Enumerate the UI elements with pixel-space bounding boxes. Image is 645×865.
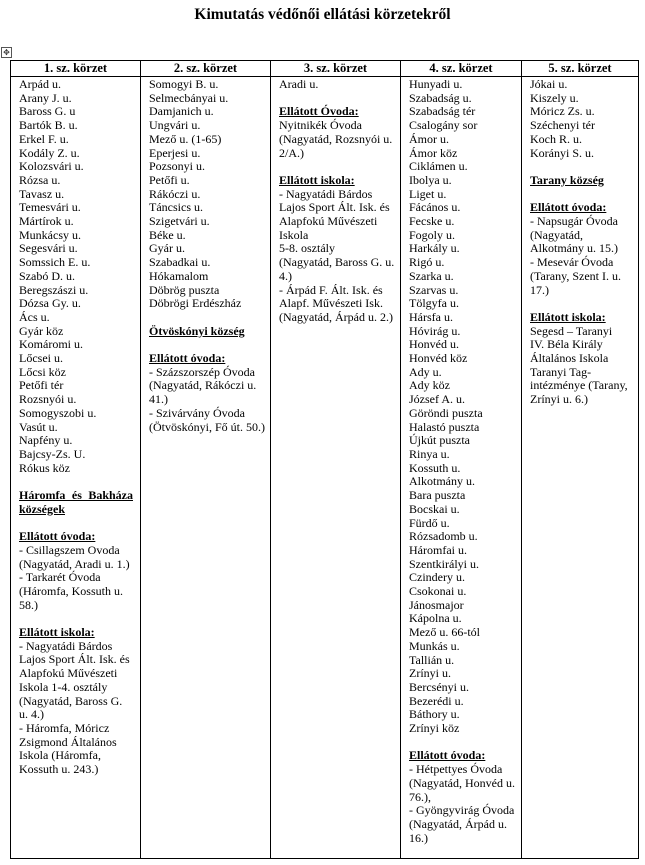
street-item: Fácános u. — [409, 200, 461, 215]
street-item: Segesvári u. — [19, 241, 78, 256]
spacer — [279, 160, 393, 174]
table-move-handle-icon[interactable]: ✥ — [1, 47, 12, 58]
school-line: - Árpád F. Ált. Isk. és — [279, 282, 383, 297]
street-item: Rókus köz — [19, 460, 70, 475]
school-line: Iskola — [279, 227, 309, 242]
street-item: Rozsnyói u. — [19, 392, 77, 407]
content-row — [11, 77, 639, 859]
street-item: Komáromi u. — [19, 337, 83, 352]
spacer — [409, 736, 514, 750]
street-item: Munkás u. — [409, 638, 460, 653]
street-item: Rózsa u. — [19, 172, 61, 187]
street-item: Dózsa Gy. u. — [19, 296, 81, 311]
kindergarten-line: (Tarany, Szent I. u. — [530, 268, 622, 283]
street-item: Liget u. — [409, 186, 447, 201]
street-item: Jókai u. — [530, 77, 568, 91]
street-item: Újkút puszta — [409, 433, 470, 448]
kindergarten-line: - Gyöngyvirág Óvoda — [409, 803, 515, 818]
street-item: Jánosmajor — [409, 597, 464, 612]
street-item: Alkotmány u. — [409, 474, 475, 489]
street-item: Csokonai u. — [409, 584, 467, 599]
district-3-header: 3. sz. körzet — [271, 61, 401, 77]
street-item: Gyár u. — [149, 241, 185, 256]
street-item: Hókamalom — [149, 268, 209, 283]
street-item: Döbrög puszta — [149, 282, 220, 297]
kindergarten-line: (Nagyatád, Rákóczi u. — [149, 378, 257, 393]
street-item: Tallián u. — [409, 652, 455, 667]
school-line: Zrínyi u. 6.) — [530, 392, 588, 407]
street-item: Halastó puszta — [409, 419, 480, 434]
districts-table — [10, 60, 639, 859]
street-item: Göröndi puszta — [409, 405, 483, 420]
kindergarten-line: (Nagyatád, Aradi u. 1.) — [19, 556, 130, 571]
street-item: Táncsics u. — [149, 200, 203, 215]
school-heading: Ellátott iskola: — [530, 309, 606, 324]
spacer — [19, 475, 133, 489]
district-2-cell — [141, 77, 271, 859]
street-item: Ámor köz — [409, 145, 458, 160]
street-item: Bara puszta — [409, 488, 466, 503]
kindergarten-line: 16.) — [409, 830, 428, 845]
document-title: Kimutatás védőnői ellátási körzetekről — [194, 6, 451, 23]
street-item: Fürdő u. — [409, 515, 450, 530]
kindergarten-line: (Ötvöskónyi, Fő út. 50.) — [149, 419, 266, 434]
street-item: Szentkirályi u. — [409, 556, 479, 571]
kindergarten-heading: Ellátott óvoda: — [19, 529, 96, 544]
street-item: Harkály u. — [409, 241, 460, 256]
street-item: Arany J. u. — [19, 90, 72, 105]
school-line: Zsigmond Általános — [19, 734, 117, 749]
street-item: Szigetvári u. — [149, 214, 210, 229]
street-item: Ámor u. — [409, 131, 449, 146]
district-5-cell — [522, 77, 639, 859]
street-item: Erkel F. u. — [19, 131, 69, 146]
street-item: Ady u. — [409, 364, 442, 379]
street-item: Czindery u. — [409, 570, 465, 585]
kindergarten-line: - Hétpettyes Óvoda — [409, 762, 503, 777]
street-item: Szarka u. — [409, 268, 454, 283]
street-item: Eperjesi u. — [149, 145, 201, 160]
kindergarten-line: 58.) — [19, 597, 38, 612]
school-line: 4.) — [279, 268, 292, 283]
street-item: Damjanich u. — [149, 104, 214, 119]
school-line: - Nagyatádi Bárdos — [279, 186, 373, 201]
school-line: Iskola 1-4. osztály — [19, 679, 108, 694]
street-item: Kiszely u. — [530, 90, 579, 105]
street-item: Fecske u. — [409, 214, 455, 229]
kindergarten-line: Alkotmány u. 15.) — [530, 241, 618, 256]
kindergarten-line: 2/A.) — [279, 145, 304, 160]
street-item: Vasút u. — [19, 419, 58, 434]
street-item: Petőfi u. — [149, 172, 190, 187]
street-item: Arpád u. — [19, 77, 61, 91]
street-item: Béke u. — [149, 227, 186, 242]
district-4-header: 4. sz. körzet — [401, 61, 522, 77]
school-line: - Háromfa, Móricz — [19, 721, 110, 735]
school-line: Taranyi Tag- — [530, 364, 592, 379]
street-item: Mező u. (1-65) — [149, 131, 222, 146]
street-item: Tölgyfa u. — [409, 296, 459, 311]
school-line: (Nagyatád, Baross G. u. — [279, 255, 395, 270]
street-item: Bocskai u. — [409, 501, 460, 516]
street-item: Ciklámen u. — [409, 159, 468, 174]
school-line: Segesd – Taranyi — [530, 323, 613, 338]
street-item: Csalogány sor — [409, 118, 478, 133]
kindergarten-line: 17.) — [530, 282, 549, 297]
street-item: Mártírok u. — [19, 214, 74, 229]
street-item: Napfény u. — [19, 433, 73, 448]
kindergarten-heading: Ellátott óvoda: — [409, 748, 486, 763]
school-line: IV. Béla Király — [530, 337, 603, 352]
district-1-header: 1. sz. körzet — [11, 61, 141, 77]
street-item: Szabadság tér — [409, 104, 476, 119]
street-item: Hunyadi u. — [409, 77, 463, 91]
street-item: Szabó D. u. — [19, 268, 75, 283]
kindergarten-line: - Csillagszem Ovoda — [19, 542, 120, 557]
street-item: Mező u. 66-tól — [409, 625, 480, 640]
kindergarten-line: - Tarkarét Óvoda — [19, 570, 101, 585]
street-item: Honvéd u. — [409, 337, 459, 352]
kindergarten-line: (Nagyatád, Honvéd u. — [409, 775, 515, 790]
kindergarten-line: - Mesevár Óvoda — [530, 255, 614, 270]
street-item: Háromfai u. — [409, 542, 467, 557]
street-item: Baross G. u — [19, 104, 76, 119]
school-line: (Nagyatád, Baross G. — [19, 693, 123, 708]
kindergarten-heading: Ellátott óvoda: — [149, 351, 226, 366]
district-3-cell — [271, 77, 401, 859]
street-item: Gyár köz — [19, 323, 64, 338]
district-5-header: 5. sz. körzet — [522, 61, 639, 77]
school-line: Alapf. Művészeti Isk. — [279, 296, 383, 311]
school-line: Általános Iskola — [530, 351, 609, 366]
street-item: Somssich E. u. — [19, 255, 91, 270]
district-2-header: 2. sz. körzet — [141, 61, 271, 77]
street-item: Petőfi tér — [19, 378, 64, 393]
street-item: Móricz Zs. u. — [530, 104, 595, 119]
district-4-cell — [401, 77, 522, 859]
street-item: Szabadkai u. — [149, 255, 211, 270]
school-line: u. 4.) — [19, 707, 44, 722]
school-line: - Nagyatádi Bárdos — [19, 638, 113, 653]
school-line: (Nagyatád, Árpád u. 2.) — [279, 309, 393, 324]
street-item: Lőcsi köz — [19, 364, 66, 379]
spacer — [19, 516, 133, 530]
kindergarten-line: (Nagyatád, Rozsnyói u. — [279, 131, 393, 146]
school-line: intézménye (Tarany, — [530, 378, 628, 393]
spacer — [149, 311, 263, 325]
street-item: Korányi S. u. — [530, 145, 594, 160]
street-item: Munkácsy u. — [19, 227, 81, 242]
spacer — [19, 612, 133, 626]
street-item: Zrínyi köz — [409, 721, 460, 736]
kindergarten-line: Nyitnikék Óvoda — [279, 118, 362, 133]
spacer — [530, 160, 631, 174]
street-item: Fogoly u. — [409, 227, 456, 242]
street-item: Bezerédi u. — [409, 693, 464, 708]
street-item: Ungvári u. — [149, 118, 201, 133]
street-item: József A. u. — [409, 392, 465, 407]
school-heading: Ellátott iskola: — [279, 172, 355, 187]
street-item: Bajcsy-Zs. U. — [19, 446, 86, 461]
street-item: Hóvirág u. — [409, 323, 461, 338]
street-item: Somogyi B. u. — [149, 77, 219, 91]
kindergarten-line: (Háromfa, Kossuth u. — [19, 583, 123, 598]
street-item: Hársfa u. — [409, 309, 453, 324]
street-item: Koch R. u. — [530, 131, 582, 146]
spacer — [149, 338, 263, 352]
street-item: Honvéd köz — [409, 351, 468, 366]
street-item: Báthory u. — [409, 707, 460, 722]
school-line: Alapfokú Művészeti — [279, 214, 378, 228]
kindergarten-line: 76.), — [409, 789, 431, 804]
street-item: Döbrögi Erdészház — [149, 296, 242, 311]
street-item: Kápolna u. — [409, 611, 462, 626]
street-item: Szabadság u. — [409, 90, 472, 105]
kindergarten-line: - Napsugár Óvoda — [530, 214, 618, 228]
street-item: Zrínyi u. — [409, 666, 451, 681]
village-heading: Ötvöskónyi község — [149, 323, 245, 338]
street-item: Kolozsvári u. — [19, 159, 84, 174]
street-item: Rigó u. — [409, 255, 445, 270]
school-line: Alapfokú Művészeti — [19, 666, 118, 681]
village-heading: Háromfa és Bakháza — [19, 488, 133, 503]
kindergarten-heading: Ellátott óvoda: — [530, 200, 607, 215]
street-item: Aradi u. — [279, 77, 319, 91]
kindergarten-line: 41.) — [149, 392, 168, 407]
spacer — [530, 297, 631, 311]
spacer — [530, 188, 631, 202]
street-item: Széchenyi tér — [530, 118, 595, 133]
spacer — [279, 92, 393, 106]
street-item: Bartók B. u. — [19, 118, 78, 133]
street-item: Somogyszobi u. — [19, 405, 97, 420]
school-line: Lajos Sport Ált. Isk. és — [279, 200, 390, 215]
street-item: Selmecbányai u. — [149, 90, 229, 105]
street-item: Pozsonyi u. — [149, 159, 206, 174]
street-item: Ács u. — [19, 309, 50, 324]
school-heading: Ellátott iskola: — [19, 625, 95, 640]
street-item: Temesvári u. — [19, 200, 81, 215]
school-line: 5-8. osztály — [279, 241, 335, 256]
school-line: Iskola (Háromfa, — [19, 748, 101, 763]
header-row — [11, 61, 639, 77]
street-item: Ibolya u. — [409, 172, 452, 187]
school-line: Kossuth u. 243.) — [19, 762, 99, 777]
kindergarten-line: (Nagyatád, — [530, 227, 583, 242]
street-item: Rákóczi u. — [149, 186, 201, 201]
kindergarten-line: - Szivárvány Óvoda — [149, 405, 245, 420]
street-item: Rózsadomb u. — [409, 529, 478, 544]
street-item: Tavasz u. — [19, 186, 65, 201]
street-item: Kossuth u. — [409, 460, 461, 475]
kindergarten-heading: Ellátott Óvoda: — [279, 104, 359, 119]
school-line: Lajos Sport Ált. Isk. és — [19, 652, 130, 667]
street-item: Ady köz — [409, 378, 450, 393]
street-item: Bercsényi u. — [409, 679, 469, 694]
village-heading: községek — [19, 501, 65, 516]
village-heading: Tarany község — [530, 172, 604, 187]
district-1-cell — [11, 77, 141, 859]
kindergarten-line: (Nagyatád, Árpád u. — [409, 816, 507, 831]
street-item: Rinya u. — [409, 446, 450, 461]
street-item: Szarvas u. — [409, 282, 459, 297]
kindergarten-line: - Százszorszép Óvoda — [149, 364, 255, 379]
street-item: Beregszászi u. — [19, 282, 89, 297]
street-item: Kodály Z. u. — [19, 145, 80, 160]
street-item: Lőcsei u. — [19, 351, 63, 366]
